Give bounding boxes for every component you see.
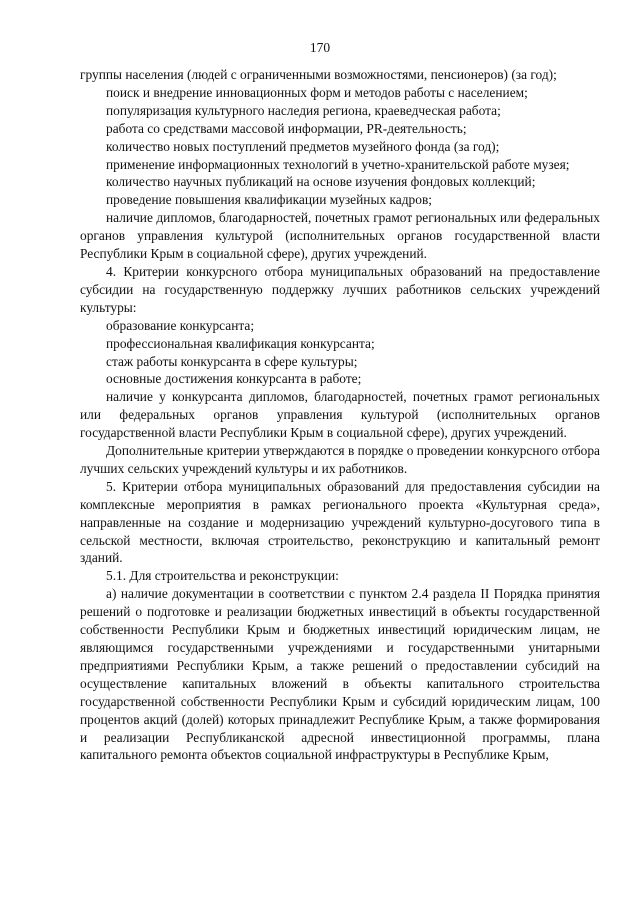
- page-number: 170: [309, 40, 331, 55]
- paragraph-2: поиск и внедрение инновационных форм и методов работы с населением;: [106, 84, 528, 100]
- paragraph-17: 5. Критерии отбора муниципальных образований для предоставления субсидии на комплексные мероприятия в рамках регионального проекта «Культурная среда», направленные на создание и модернизацию учреждений культурно-досугового типа в сельской местности, включая строительство, реконструкцию и капитальный ремонт зданий.: [80, 478, 600, 566]
- paragraph-15: наличие у конкурсанта дипломов, благодарностей, почетных грамот региональных или федеральных органов управления культурой (исполнительных органов государственной власти Республики Крым в социальной сфере), других учреждений.: [80, 389, 600, 441]
- paragraph-6: применение информационных технологий в учетно-хранительской работе музея;: [106, 156, 570, 172]
- document-body: [80, 66, 600, 764]
- paragraph-19: а) наличие документации в соответствии с пунктом 2.4 раздела II Порядка принятия решений о подготовке и реализации бюджетных инвестиций в объекты государственной собственности Республики Крым и бюджетных инвестиций юридическим лицам, не являющимся государственными учреждениями и государственными унитарными предприятиями Республики Крым, а также решений о предоставлении субсидий на осуществление капитальных вложений в объекты капитального строительства государственной собственности Республики Крым и субсидий юридическим лицам, 100 процентов акций (долей) которых принадлежит Республике Крым, а также формирования и реализации Республиканской адресной инвестиционной программы, плана капитального ремонта объектов социальной инфраструктуры в Республике Крым,: [80, 586, 600, 763]
- paragraph-12: профессиональная квалификация конкурсанта;: [106, 335, 375, 351]
- paragraph-1: группы населения (людей с ограниченными возможностями, пенсионеров) (за год);: [80, 67, 557, 82]
- paragraph-16: Дополнительные критерии утверждаются в порядке о проведении конкурсного отбора лучших сельских учреждений культуры и их работников.: [80, 443, 600, 476]
- paragraph-4: работа со средствами массовой информации, PR-деятельность;: [106, 120, 467, 136]
- paragraph-14: основные достижения конкурсанта в работе;: [106, 371, 362, 387]
- paragraph-18: 5.1. Для строительства и реконструкции:: [106, 568, 339, 584]
- paragraph-5: количество новых поступлений предметов музейного фонда (за год);: [106, 138, 500, 154]
- paragraph-9: наличие дипломов, благодарностей, почетных грамот региональных или федеральных органов управления культурой (исполнительных органов государственной власти Республики Крым в социальной сфере), других учреждений.: [80, 210, 600, 262]
- paragraph-13: стаж работы конкурсанта в сфере культуры;: [106, 353, 358, 369]
- paragraph-8: проведение повышения квалификации музейных кадров;: [106, 192, 432, 208]
- paragraph-7: количество научных публикаций на основе изучения фондовых коллекций;: [106, 174, 536, 190]
- paragraph-10: 4. Критерии конкурсного отбора муниципальных образований на предоставление субсидии на государственную поддержку лучших работников сельских учреждений культуры:: [80, 263, 600, 315]
- paragraph-3: популяризация культурного наследия региона, краеведческая работа;: [106, 102, 501, 118]
- paragraph-11: образование конкурсанта;: [106, 317, 255, 333]
